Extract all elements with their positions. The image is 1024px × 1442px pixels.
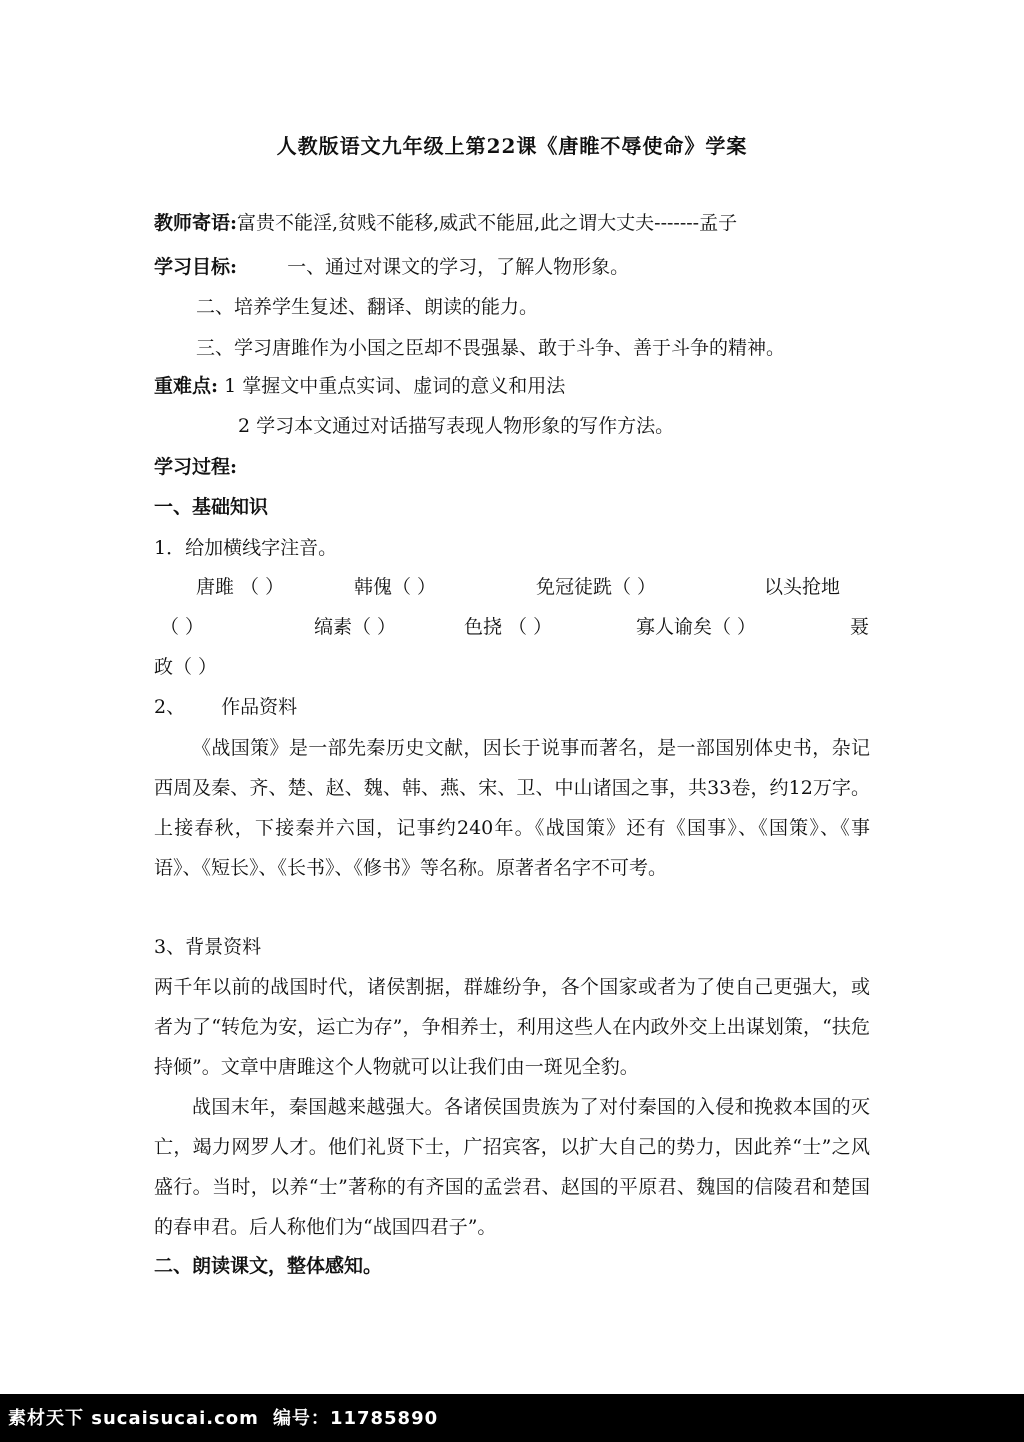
watermark-id: 11785890	[329, 1408, 439, 1429]
watermark-bar	[0, 1394, 1024, 1442]
pinyin-item: 免冠徒跣（ ）	[536, 576, 657, 598]
q1-label: 1．给加横线字注音。	[154, 537, 338, 559]
teacher-message-colon: :	[230, 212, 238, 234]
pinyin-item: 韩傀（ ）	[354, 576, 437, 598]
goals-label: 学习目标:	[154, 256, 238, 278]
pinyin-item: 政（ ）	[154, 656, 218, 678]
pinyin-item: 唐雎 （ ）	[196, 576, 285, 598]
key-points-label: 重难点:	[154, 375, 219, 397]
pinyin-item: （ ）	[160, 616, 205, 638]
q3-paragraph-1: 两千年以前的战国时代，诸侯割据，群雄纷争，各个国家或者为了使自己更强大，或者为了“转危为安，运亡为存”，争相养士，利用这些人在内政外交上出谋划策，“扶危持倾”。文章中唐雎这个人物就可以让我们由一斑见全豹。	[154, 976, 870, 1078]
key-point-item-2: 2 学习本文通过对话描写表现人物形象的写作方法。	[238, 415, 675, 437]
q2-label: 作品资料	[221, 696, 298, 718]
section1-heading: 一、基础知识	[154, 496, 269, 518]
q2-number: 2、	[154, 696, 186, 718]
teacher-message-text: 富贵不能淫,贫贱不能移,威武不能屈,此之谓大丈夫-------孟子	[237, 212, 738, 234]
pinyin-item: 聂	[850, 616, 870, 638]
q2-heading	[154, 695, 297, 719]
watermark-site: 素材天下 sucaisucai.com	[8, 1408, 259, 1429]
pinyin-item: 色挠 （ ）	[464, 616, 553, 638]
pinyin-item: 以头抢地	[764, 576, 841, 598]
section2-heading: 二、朗读课文，整体感知。	[154, 1255, 383, 1277]
key-points-line-1	[154, 374, 565, 398]
q2-paragraph: 《战国策》是一部先秦历史文献，因长于说事而著名，是一部国别体史书，杂记西周及秦、齐、楚、赵、魏、韩、燕、宋、卫、中山诸国之事，共33卷，约12万字。上接春秋，下接秦并六国，记事约240年。《战国策》还有《国事》、《国策》、《事语》、《短长》、《长书》、《修书》等名称。原著者名字不可考。	[154, 737, 870, 879]
goals-line-1	[154, 255, 629, 279]
watermark-id-label: 编号：	[272, 1408, 330, 1429]
pinyin-item: 缟素（ ）	[314, 616, 397, 638]
teacher-message-line	[154, 211, 737, 235]
q3-label: 3、背景资料	[154, 936, 262, 958]
watermark-text	[8, 1404, 452, 1430]
process-label: 学习过程:	[154, 456, 238, 478]
goal-item-2: 二、培养学生复述、翻译、朗读的能力。	[196, 296, 539, 318]
goal-item-1: 一、通过对课文的学习，了解人物形象。	[287, 256, 630, 278]
document-title: 人教版语文九年级上第22课《唐睢不辱使命》学案	[276, 134, 748, 158]
goal-item-3: 三、学习唐雎作为小国之臣却不畏强暴、敢于斗争、善于斗争的精神。	[196, 337, 786, 359]
teacher-message-label: 教师寄语	[154, 212, 231, 234]
q3-paragraph-2: 战国末年，秦国越来越强大。各诸侯国贵族为了对付秦国的入侵和挽救本国的灭亡，竭力网罗人才。他们礼贤下士，广招宾客，以扩大自己的势力，因此养“士”之风盛行。当时，以养“士”著称的有齐国的孟尝君、赵国的平原君、魏国的信陵君和楚国的春申君。后人称他们为“战国四君子”。	[154, 1096, 870, 1238]
pinyin-item: 寡人谕矣（ ）	[636, 616, 757, 638]
key-point-item-1: 1 掌握文中重点实词、虚词的意义和用法	[224, 375, 566, 397]
